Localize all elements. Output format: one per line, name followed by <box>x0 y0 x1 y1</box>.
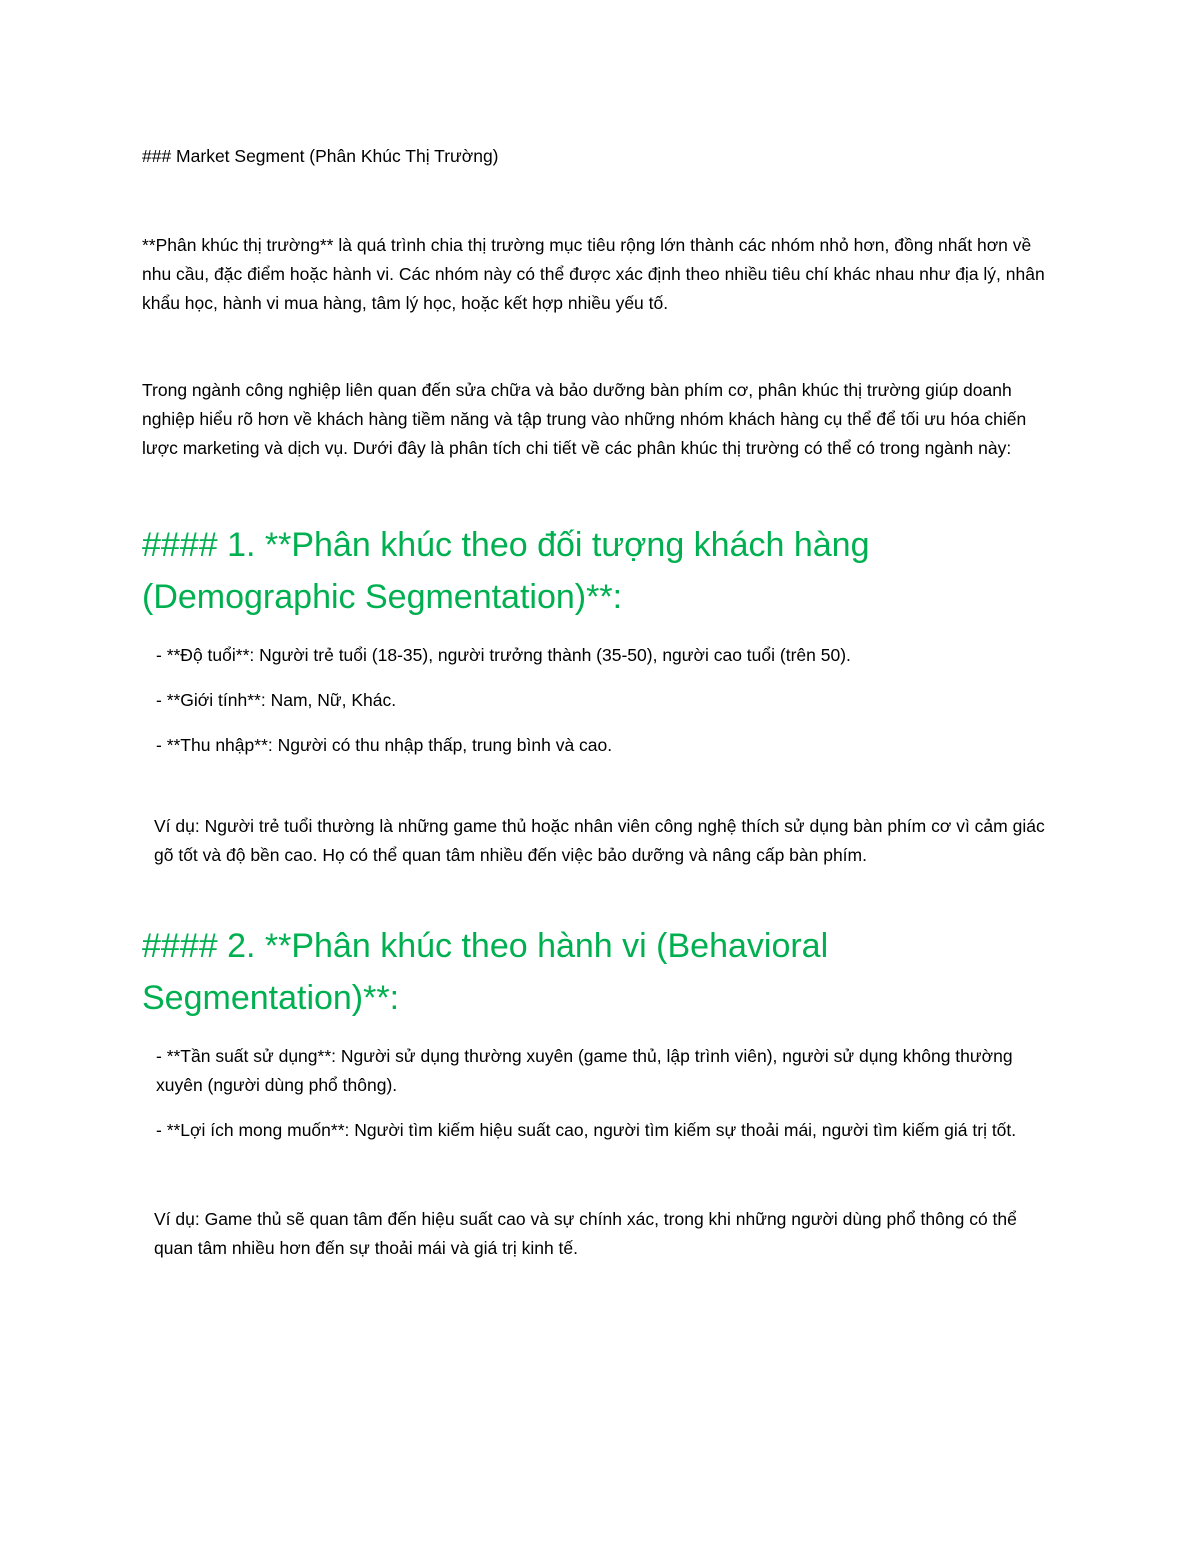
section2-bullet-benefits: - **Lợi ích mong muốn**: Người tìm kiếm hiệu suất cao, người tìm kiếm sự thoải mái, người tìm kiếm giá trị tốt. <box>156 1120 1017 1140</box>
intro-paragraph: **Phân khúc thị trường** là quá trình chia thị trường mục tiêu rộng lớn thành các nhóm nhỏ hơn, đồng nhất hơn về nhu cầu, đặc điểm hoặc hành vi. Các nhóm này có thể được xác định theo nhiều tiêu chí khác nhau như địa lý, nhân khẩu học, hành vi mua hàng, tâm lý học, hoặc kết hợp nhiều yếu tố. <box>142 235 1045 313</box>
section-heading: ### Market Segment (Phân Khúc Thị Trường) <box>142 146 499 166</box>
document-content <box>142 142 1054 1263</box>
context-paragraph: Trong ngành công nghiệp liên quan đến sửa chữa và bảo dưỡng bàn phím cơ, phân khúc thị trường giúp doanh nghiệp hiểu rõ hơn về khách hàng tiềm năng và tập trung vào những nhóm khách hàng cụ thể để tối ưu hóa chiến lược marketing và dịch vụ. Dưới đây là phân tích chi tiết về các phân khúc thị trường có thể có trong ngành này: <box>142 380 1027 458</box>
section1-bullet-income: - **Thu nhập**: Người có thu nhập thấp, trung bình và cao. <box>156 735 613 755</box>
section1-bullet-gender: - **Giới tính**: Nam, Nữ, Khác. <box>156 690 397 710</box>
section2-title: #### 2. **Phân khúc theo hành vi (Behavioral Segmentation)**: <box>142 927 829 1017</box>
section2-bullet-frequency: - **Tần suất sử dụng**: Người sử dụng thường xuyên (game thủ, lập trình viên), người sử dụng không thường xuyên (người dùng phổ thông). <box>156 1046 1013 1095</box>
section1-bullet-age: - **Độ tuổi**: Người trẻ tuổi (18-35), người trưởng thành (35-50), người cao tuổi (trên 50). <box>156 645 851 665</box>
section2-example: Ví dụ: Game thủ sẽ quan tâm đến hiệu suất cao và sự chính xác, trong khi những người dùng phổ thông có thể quan tâm nhiều hơn đến sự thoải mái và giá trị kinh tế. <box>154 1209 1017 1258</box>
section1-example: Ví dụ: Người trẻ tuổi thường là những game thủ hoặc nhân viên công nghệ thích sử dụng bàn phím cơ vì cảm giác gõ tốt và độ bền cao. Họ có thể quan tâm nhiều đến việc bảo dưỡng và nâng cấp bàn phím. <box>154 816 1045 865</box>
section1-title: #### 1. **Phân khúc theo đối tượng khách hàng (Demographic Segmentation)**: <box>142 526 870 616</box>
